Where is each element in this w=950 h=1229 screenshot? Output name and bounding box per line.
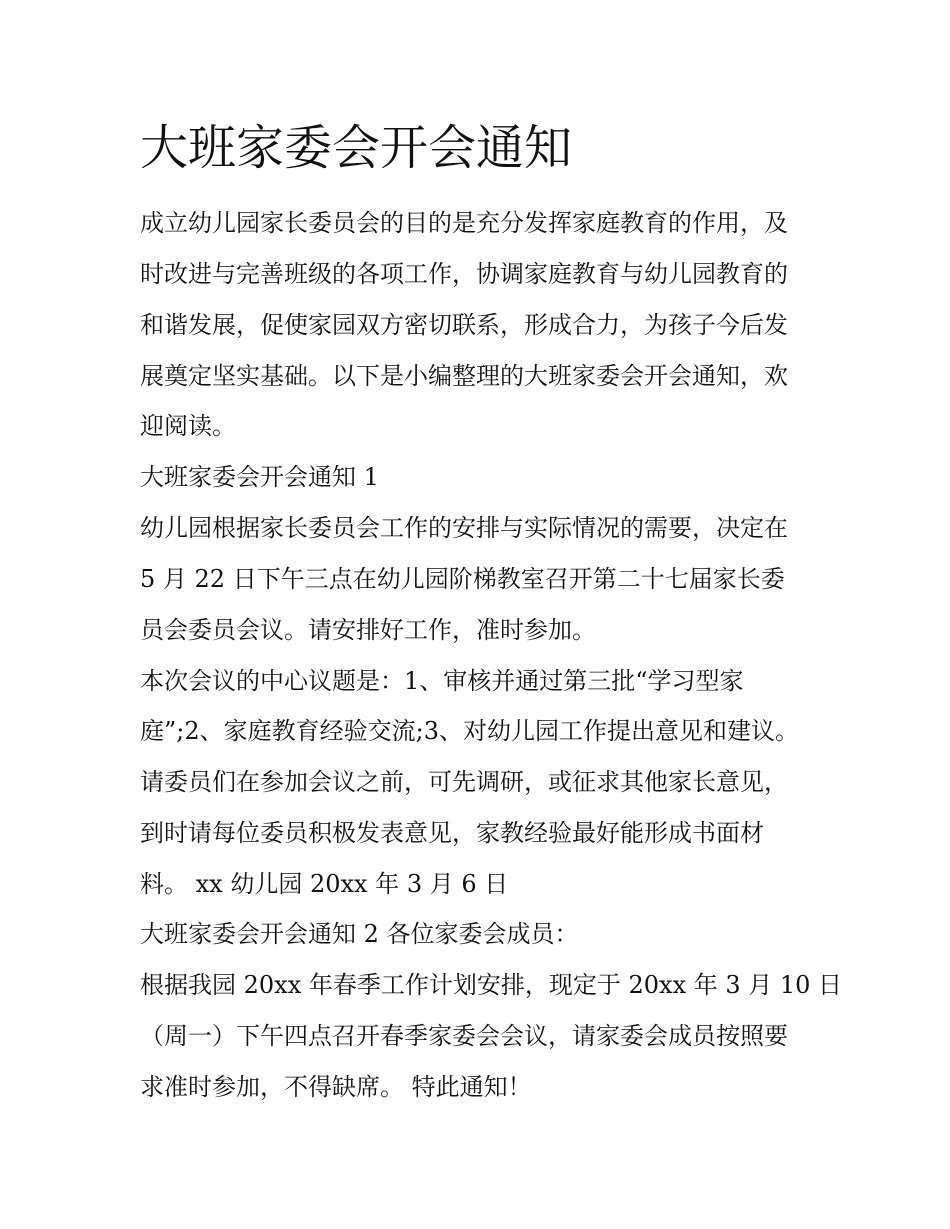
- text-line-2: 时改进与完善班级的各项工作，协调家庭教育与幼儿园教育的: [140, 260, 788, 288]
- section-heading-2: 大班家委会开会通知 2 各位家委会成员：: [140, 920, 579, 948]
- text-line-13: 到时请每位委员积极发表意见，家教经验最好能形成书面材: [140, 819, 764, 847]
- text-line-10: 本次会议的中心议题是：1、审核并通过第三批“学习型家: [140, 667, 744, 695]
- text-line-9: 员会委员会议。请安排好工作，准时参加。: [140, 616, 596, 644]
- text-line-16: 根据我园 20xx 年春季工作计划安排，现定于 20xx 年 3 月 10 日: [140, 971, 843, 999]
- text-line-1: 成立幼儿园家长委员会的目的是充分发挥家庭教育的作用，及: [140, 209, 788, 237]
- document-title: 大班家委会开会通知: [140, 120, 573, 176]
- text-line-11: 庭”;2、家庭教育经验交流;3、对幼儿园工作提出意见和建议。: [140, 717, 799, 745]
- text-line-4: 展奠定坚实基础。以下是小编整理的大班家委会开会通知，欢: [140, 362, 788, 390]
- text-line-7: 幼儿园根据家长委员会工作的安排与实际情况的需要，决定在: [140, 514, 788, 542]
- text-line-5: 迎阅读。: [140, 412, 236, 440]
- text-line-14: 料。 xx 幼儿园 20xx 年 3 月 6 日: [140, 870, 509, 898]
- text-line-18: 求准时参加，不得缺席。 特此通知！: [140, 1073, 532, 1101]
- text-line-8: 5 月 22 日下午三点在幼儿园阶梯教室召开第二十七届家长委: [140, 565, 785, 593]
- text-line-17: （周一）下午四点召开春季家委会会议，请家委会成员按照要: [140, 1022, 788, 1050]
- section-heading-1: 大班家委会开会通知 1: [140, 463, 379, 491]
- text-line-3: 和谐发展，促使家园双方密切联系，形成合力，为孩子今后发: [140, 311, 788, 339]
- text-line-12: 请委员们在参加会议之前，可先调研，或征求其他家长意见，: [140, 768, 788, 796]
